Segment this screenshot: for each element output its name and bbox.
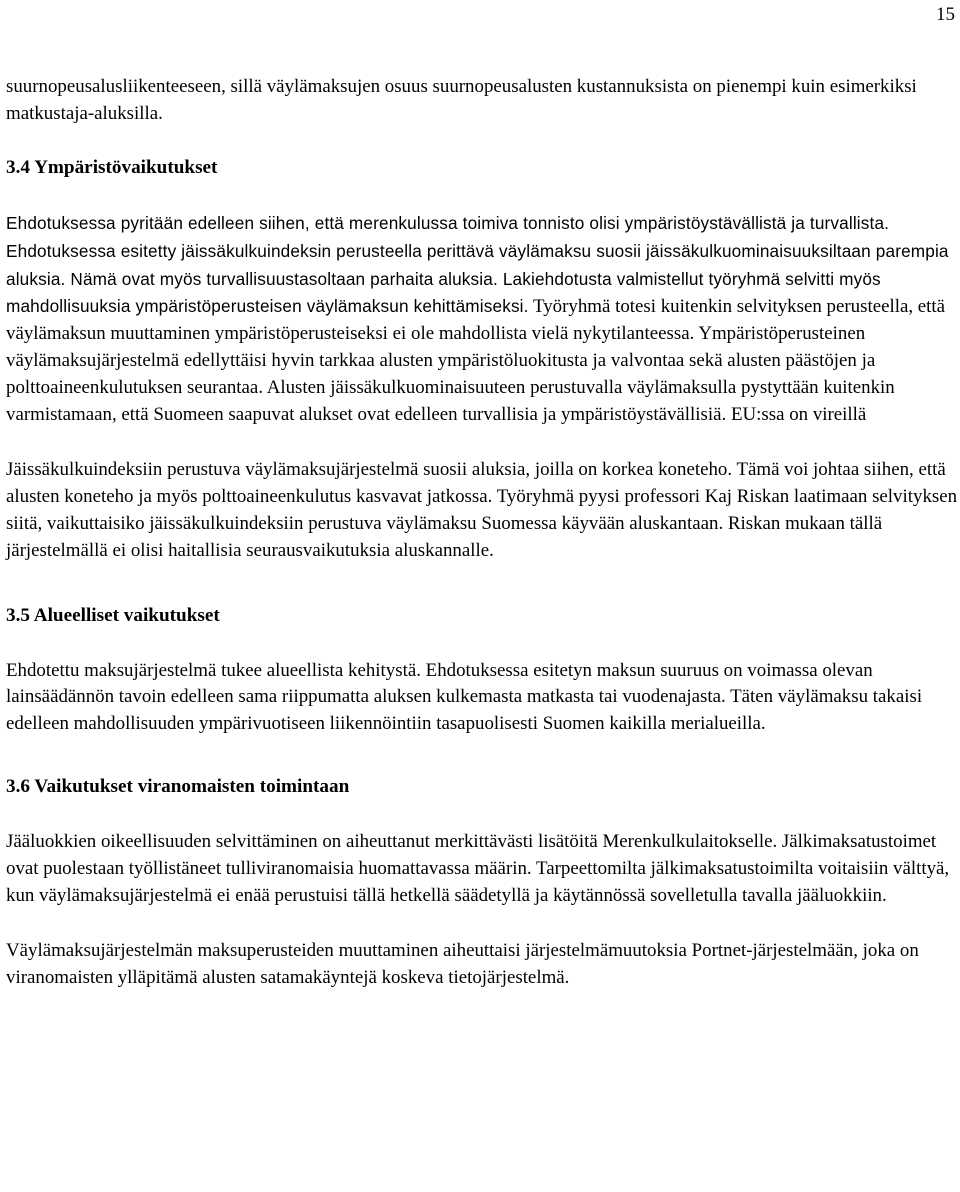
paragraph-ice-class-index: Jäissäkulkuindeksiin perustuva väylämaksujärjestelmä suosii aluksia, joilla on korkea koneteho. Tämä voi johtaa siihen, että alusten koneteho ja myös polttoaineenkulutus kasvavat jatkossa. Työryhmä pyysi professori Kaj Riskan laatimaan selvityksen siitä, vaikuttaisiko jäissäkulkuindeksiin perustuva väylämaksu Suomessa käyvään aluskantaan. Riskan mukaan tällä järjestelmällä ei olisi haitallisia seurausvaikutuksia aluskannalle. — [6, 458, 958, 561]
paragraph-environmental-impacts-part-1: Ehdotuksessa pyritään edelleen siihen, että merenkulussa toimiva tonnisto olisi ympäristöystävällistä ja turvallista. Ehdotuksessa esitetty jäissäkulkuindeksin perusteella perittävä väylämaksu suosii jäissäkulkuominaisuuksiltaan parempia aluksia. Nämä ovat myös turvallisuustasoltaan parhaita aluksia. Lakiehdotusta valmistellut työryhmä selvitti myös mahdollisuuksia ympäristöperusteisen väylämaksun kehittämiseksi. — [6, 212, 949, 317]
intro-paragraph: suurnopeusalusliikenteeseen, sillä väylämaksujen osuus suurnopeusalusten kustannuksista on pienempi kuin esimerkiksi matkustaja-aluksilla. — [6, 76, 917, 124]
section-heading-3-5: 3.5 Alueelliset vaikutukset — [6, 604, 220, 626]
section-heading-3-4: 3.4 Ympäristövaikutukset — [6, 156, 218, 178]
paragraph-environmental-impacts-part-2: Työryhmä totesi kuitenkin selvityksen perusteella, että väylämaksun muuttaminen ympäristöperusteiseksi ei ole mahdollista vielä nykytilanteessa. Ympäristöperusteinen väylämaksujärjestelmä edellyttäisi hyvin tarkkaa alusten ympäristöluokitusta ja valvontaa sekä alusten päästöjen ja polttoaineenkulutuksen seurantaa. Alusten jäissäkulkuominaisuuteen perustuvalla väylämaksulla pystyttään kuitenkin varmistamaan, että Suomeen saapuvat alukset ovat edelleen turvallisia ja ympäristöystävällisiä. EU:ssa on vireillä — [6, 296, 946, 426]
paragraph-portnet-changes: Väylämaksujärjestelmän maksuperusteiden muuttaminen aiheuttaisi järjestelmämuutoksia Portnet-järjestelmään, joka on viranomaisten ylläpitämä alusten satamakäyntejä koskeva tietojärjestelmä. — [6, 939, 919, 988]
section-heading-3-6: 3.6 Vaikutukset viranomaisten toimintaan — [6, 776, 350, 798]
paragraph-environmental-impacts — [6, 210, 958, 429]
paragraph-authority-impacts: Jääluokkien oikeellisuuden selvittäminen on aiheuttanut merkittävästi lisätöitä Merenkulkulaitokselle. Jälkimaksatustoimet ovat puolestaan työllistäneet tulliviranomaisia huomattavassa määrin. Tarpeettomilta jälkimaksatustoimilta voitaisiin välttyä, kun väylämaksujärjestelmä ei enää perustuisi tällä hetkellä säädetyllä ja käytännössä sovelletulla tavalla jääluokkiin. — [6, 831, 950, 906]
page-number: 15 — [936, 4, 955, 25]
paragraph-regional-impacts: Ehdotettu maksujärjestelmä tukee alueellista kehitystä. Ehdotuksessa esitetyn maksun suuruus on voimassa olevan lainsäädännön tavoin edelleen sama riippumatta aluksen kulkemasta matkasta tai vuodenajasta. Täten väylämaksu takaisi edelleen mahdollisuuden ympärivuotiseen liikennöintiin tasapuolisesti Suomen kaikilla merialueilla. — [6, 659, 923, 735]
document-body — [6, 74, 958, 992]
